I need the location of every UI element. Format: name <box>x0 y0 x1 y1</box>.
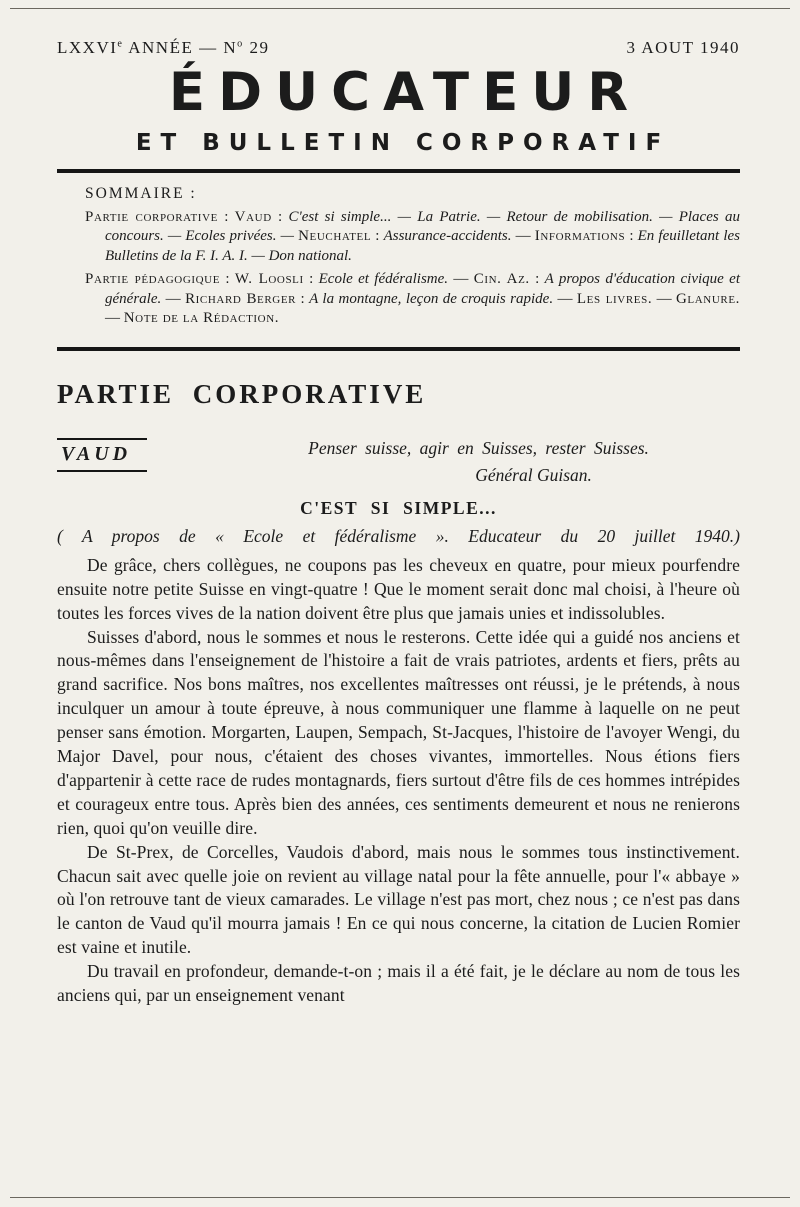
canton-label: VAUD <box>57 438 147 472</box>
paragraph-4: Du travail en profondeur, demande-t-on ; mais il a été fait, je le déclare au nom de tous les anciens qui, par un enseignement venant <box>57 961 740 1006</box>
page-edge-top <box>10 8 790 9</box>
paragraph-1: De grâce, chers collègues, ne coupons pas les cheveux en quatre, pour mieux pourfendre ensuite notre petite Suisse en vingt-quatre ! Que le moment serait donc mal choisi, à l'heure où toutes les forces vives de la nation doivent être plus que jamais unies et indissolubles. <box>57 554 740 623</box>
page-edge-bottom <box>10 1197 790 1198</box>
masthead <box>57 38 740 58</box>
article-subtitle: ( A propos de « Ecole et fédéralisme ». Educateur du 20 juillet 1940.) <box>57 525 740 546</box>
divider-rule-bottom <box>57 347 740 351</box>
paragraph-2: Suisses d'abord, nous le sommes et nous le resterons. Cette idée qui a guidé nos anciens et nous-mêmes dans l'enseignement de l'histoire a fait de vrais patriotes, ardents et fiers, prêts au grand sacrifice. Nos bons maîtres, nos excellentes maîtresses ont réussi, je le prétends, à nous inculquer un amour à toute épreuve, à nous communiquer une flamme à laquelle on ne peut penser sans émotion. Morgarten, Laupen, Sempach, St-Jacques, l'histoire de l'avoyer Wengi, du Major Davel, pour nous, c'étaient des choses vivantes, immortelles. Nous étions fiers d'appartenir à cette race de rudes montagnards, fiers surtout d'être fils de ces hommes intrépides et courageux entre tous. Après bien des années, ces sentiments demeurent et nous ne renierons rien, quoi qu'on veuille dire. <box>57 626 740 838</box>
sommaire-label: SOMMAIRE : <box>85 185 197 203</box>
issue-date: 3 AOUT 1940 <box>626 38 740 57</box>
journal-title: ÉDUCATEUR <box>168 62 642 123</box>
article-title: C'EST SI SIMPLE... <box>300 497 497 518</box>
quote-block <box>217 438 740 486</box>
paragraph-3: De St-Prex, de Corcelles, Vaudois d'abord, mais nous le sommes tous instinctivement. Chacun sait avec quelle joie on revient au village natal pour la fête annuelle, pour l'« abbaye » où l'on retrouve tant de vieux camarades. Le village n'est pas mort, chez nous ; ce n'est pas dans le canton de Vaud qu'il mourra jamais ! En ce qui nous concerne, la citation de Lucien Romier est vaine et inutile. <box>57 841 740 958</box>
sommaire-section <box>57 173 740 342</box>
journal-subtitle: ET BULLETIN CORPORATIF <box>135 130 671 157</box>
sommaire-item-pedagogique: Partie pédagogique : W. Loosli : Ecole et fédéralisme. — Cin. Az. : A propos d'éducation civique et générale. — Richard Berger : A la montagne, leçon de croquis rapide. — Les livres. — Glanure. — Note de la Rédaction. <box>85 271 741 327</box>
quote-text: Penser suisse, agir en Suisses, rester Suisses. <box>308 437 649 458</box>
section-heading: PARTIE CORPORATIVE <box>57 378 427 409</box>
canton-quote-row <box>57 438 740 486</box>
sommaire-item-corporative: Partie corporative : Vaud : C'est si simple... — La Patrie. — Retour de mobilisation. — Places au concours. — Ecoles privées. — Neuchatel : Assurance-accidents. — Informations : En feuilletant les Bulletins de la F. I. A. I. — Don national. <box>85 208 741 264</box>
article-body <box>57 554 740 1008</box>
quote-author: Général Guisan. <box>475 464 592 485</box>
volume-issue-label: LXXVIe ANNÉE — $N^o$ 29 <box>57 38 270 57</box>
